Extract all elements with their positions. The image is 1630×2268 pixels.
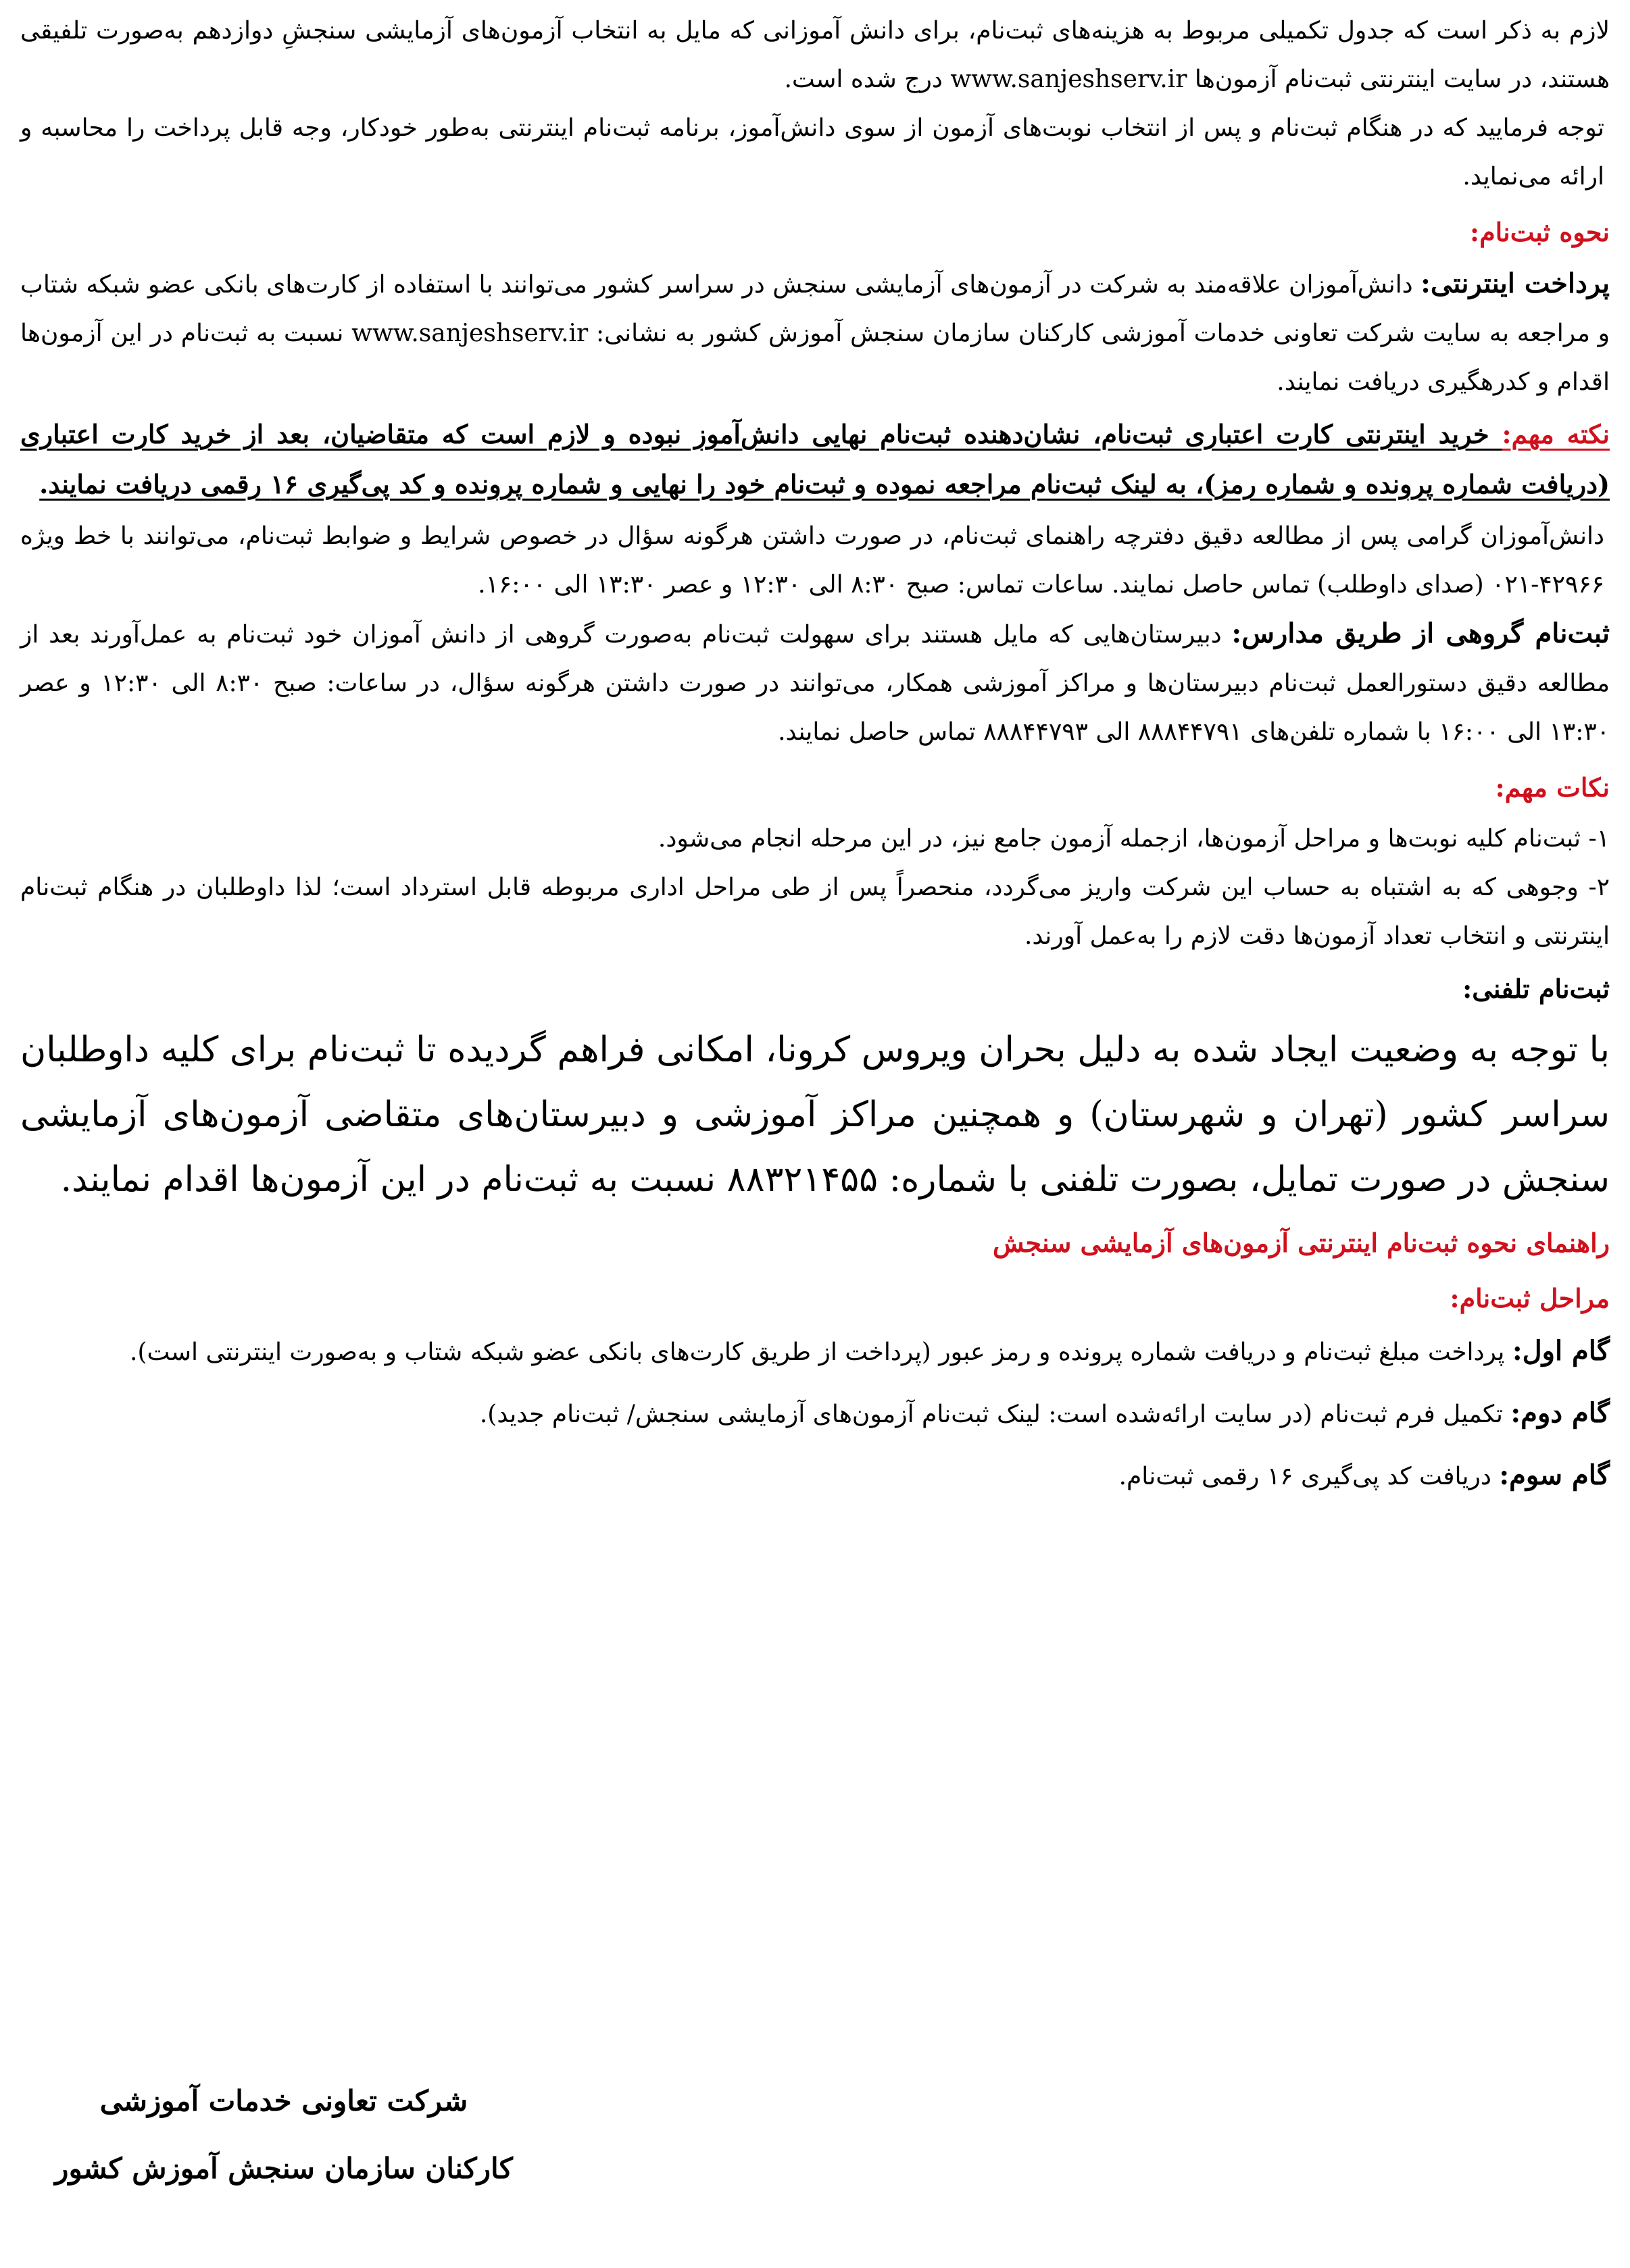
step-1 bbox=[20, 1327, 1610, 1377]
document-page bbox=[20, 7, 1610, 2263]
note-item-2: ۲- وجوهی که به اشتباه به حساب این شرکت واریز می‌گردد، منحصراً پس از طی مراحل اداری مربوطه قابل استرداد است؛ لذا داوطلبان در هنگام ثبت‌نام اینترنتی و انتخاب تعداد آزمون‌ها دقت لازم را به‌عمل آورند. bbox=[20, 874, 1610, 950]
intro-paragraph-auto-calc: توجه فرمایید که در هنگام ثبت‌نام و پس از انتخاب نوبت‌های آزمون از سوی دانش‌آموز، برنامه ثبت‌نام اینترنتی به‌طور خودکار، وجه قابل پرداخت را محاسبه و ارائه می‌نماید. bbox=[20, 114, 1604, 191]
signature-line-company: شرکت تعاونی خدمات آموزشی bbox=[99, 2084, 468, 2117]
important-note-text: خرید اینترنتی کارت اعتباری ثبت‌نام، نشان‌دهنده ثبت‌نام نهایی دانش‌آموز نبوده و لازم است که متقاضیان، بعد از خرید کارت اعتباری (دریافت شماره پرونده و شماره رمز)، به لینک ثبت‌نام مراجعه نموده و ثبت‌نام خود را نهایی و شماره پرونده و کد پی‌گیری ۱۶ رقمی دریافت نمایند. bbox=[20, 419, 1610, 499]
online-payment-text: دانش‌آموزان علاقه‌مند به شرکت در آزمون‌های آزمایشی سنجش در سراسر کشور می‌توانند با استفاده از کارت‌های بانکی عضو شبکه شتاب و مراجعه به سایت شرکت تعاونی خدمات آموزشی کارکنان سازمان سنجش آموزش کشور به نشانی: www.sanjeshserv.ir نسبت به ثبت‌نام در این آزمون‌ها اقدام و کدرهگیری دریافت نمایند. bbox=[20, 271, 1610, 396]
intro-paragraph-fees: لازم به ذکر است که جدول تکمیلی مربوط به هزینه‌های ثبت‌نام، برای دانش آموزانی که مایل به انتخاب آزمون‌های آزمایشی سنجشِ دوازدهم به‌صورت تلفیقی هستند، در سایت اینترنتی ثبت‌نام آزمون‌ها www.sanjeshserv.ir درج شده است. bbox=[20, 17, 1610, 93]
group-registration-label: ثبت‌نام گروهی از طریق مدارس: bbox=[1231, 618, 1610, 649]
heading-important-notes: نکات مهم: bbox=[1495, 772, 1610, 803]
online-payment-label: پرداخت اینترنتی: bbox=[1421, 268, 1610, 299]
important-note-paragraph bbox=[20, 409, 1610, 509]
step-3 bbox=[20, 1451, 1610, 1501]
heading-online-guide: راهنمای نحوه ثبت‌نام اینترنتی آزمون‌های آزمایشی سنجش bbox=[993, 1228, 1610, 1258]
phone-registration-paragraph: با توجه به وضعیت ایجاد شده به دلیل بحران ویروس کرونا، امکانی فراهم گردیده تا ثبت‌نام برای کلیه داوطلبان سراسر کشور (تهران و شهرستان) و همچنین مراکز آموزشی و دبیرستان‌های متقاضی آزمون‌های آزمایشی سنجش در صورت تمایل، بصورت تلفنی با شماره: ۸۸۳۲۱۴۵۵ نسبت به ثبت‌نام در این آزمون‌ها اقدام نمایند. bbox=[20, 1030, 1610, 1200]
heading-registration-method: نحوه ثبت‌نام: bbox=[1470, 217, 1610, 247]
contact-paragraph: دانش‌آموزان گرامی پس از مطالعه دقیق دفترچه راهنمای ثبت‌نام، در صورت داشتن هرگونه سؤال در خصوص شرایط و ضوابط ثبت‌نام، می‌توانند با خط ویژه ۴۲۹۶۶-۰۲۱ (صدای داوطلب) تماس حاصل نمایند. ساعات تماس: صبح ۸:۳۰ الی ۱۲:۳۰ و عصر ۱۳:۳۰ الی ۱۶:۰۰. bbox=[20, 522, 1604, 599]
important-note-label: نکته مهم: bbox=[1502, 419, 1610, 449]
online-payment-paragraph bbox=[20, 259, 1610, 407]
group-registration-text: دبیرستان‌هایی که مایل هستند برای سهولت ثبت‌نام به‌صورت گروهی از دانش آموزان خود ثبت‌نام به عمل‌آورند بعد از مطالعه دقیق دستورالعمل ثبت‌نام دبیرستان‌ها و مراکز آموزشی همکار، می‌توانند در صورت داشتن هرگونه سؤال، در ساعات: صبح ۸:۳۰ الی ۱۲:۳۰ و عصر ۱۳:۳۰ الی ۱۶:۰۰ با شماره تلفن‌های ۸۸۸۴۴۷۹۱ الی ۸۸۸۴۴۷۹۳ تماس حاصل نمایند. bbox=[20, 621, 1610, 746]
step-1-label: گام اول: bbox=[1512, 1335, 1610, 1367]
step-3-text: دریافت کد پی‌گیری ۱۶ رقمی ثبت‌نام. bbox=[1118, 1463, 1500, 1490]
group-registration-paragraph bbox=[20, 609, 1610, 757]
step-2-text: تکمیل فرم ثبت‌نام (در سایت ارائه‌شده است: لینک ثبت‌نام آزمون‌های آزمایشی سنجش/ ثبت‌نام جدید). bbox=[479, 1401, 1511, 1428]
signature-block bbox=[41, 2067, 527, 2202]
note-item-1: ۱- ثبت‌نام کلیه نوبت‌ها و مراحل آزمون‌ها، ازجمله آزمون جامع نیز، در این مرحله انجام می‌شود. bbox=[658, 825, 1610, 853]
step-2 bbox=[20, 1389, 1610, 1439]
heading-registration-steps: مراحل ثبت‌نام: bbox=[1450, 1283, 1610, 1313]
step-1-text: پرداخت مبلغ ثبت‌نام و دریافت شماره پرونده و رمز عبور (پرداخت از طریق کارت‌های بانکی عضو شبکه شتاب و به‌صورت اینترنتی است). bbox=[130, 1338, 1512, 1366]
signature-line-organization: کارکنان سازمان سنجش آموزش کشور bbox=[55, 2152, 513, 2185]
step-3-label: گام سوم: bbox=[1499, 1459, 1610, 1491]
heading-phone-registration: ثبت‌نام تلفنی: bbox=[1462, 974, 1610, 1004]
step-2-label: گام دوم: bbox=[1510, 1397, 1610, 1429]
